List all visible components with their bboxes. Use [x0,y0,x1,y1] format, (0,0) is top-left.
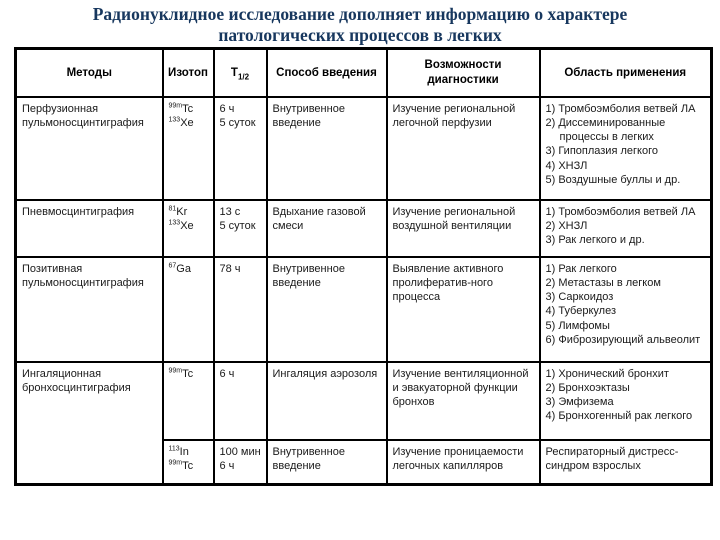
col-header-methods: Методы [16,49,163,97]
application-item: 2) Диссеминированные процессы в легких [545,116,666,144]
application-item: 1) Тромбоэмболия ветвей ЛА [545,205,696,218]
cell-method: Перфузионная пульмоносцинтиграфия [16,97,163,200]
cell-administration: Вдыхание газовой смеси [267,200,387,257]
half-life-item: 78 ч [219,262,241,275]
half-life-symbol: T [230,66,238,79]
cell-administration: Внутривенное введение [267,257,387,362]
application-item: 3) Саркоидоз [545,291,614,304]
page-title [0,4,720,46]
application-item: 3) Эмфизема [545,396,614,409]
cell-isotope [163,257,214,362]
half-life-item: 100 мин [219,445,261,458]
half-life-item: 6 ч [219,367,235,380]
half-life-subscript: 1/2 [237,71,250,81]
title-line-2: патологических процессов в легких [218,25,502,45]
isotope-item: $^{99m}$Tc [168,101,194,115]
cell-isotope [163,200,214,257]
cell-isotope [163,362,214,440]
cell-method: Позитивная пульмоносцинтиграфия [16,257,163,362]
cell-administration: Внутривенное введение [267,440,387,485]
cell-half-life [214,440,267,485]
title-line-1: Радионуклидное исследование дополняет информацию о характере [92,4,628,24]
cell-diagnostics: Изучение проницаемости легочных капилляров [387,440,540,485]
isotope-item: $^{133}$Xe [168,219,194,232]
half-life-item: 5 суток [219,219,256,232]
application-item: 2) ХНЗЛ [545,219,588,232]
cell-applications [540,362,712,440]
cell-applications [540,440,712,485]
application-item: 3) Рак легкого и др. [545,234,645,247]
cell-administration: Внутривенное введение [267,97,387,200]
half-life-item: 5 суток [219,116,256,129]
cell-method: Пневмосцинтиграфия [16,200,163,257]
half-life-item: 6 ч [219,459,235,472]
radionuclide-table [14,47,713,486]
application-item: 1) Хронический бронхит [545,367,669,380]
half-life-item: 13 с [219,205,241,218]
header-row [16,49,712,97]
cell-half-life [214,362,267,440]
application-item: 5) Лимфомы [545,319,610,332]
application-item: 4) Бронхогенный рак легкого [545,410,693,423]
isotope-item: $^{113}$In [168,444,189,458]
isotope-item: $^{99m}$Tc [168,366,194,380]
cell-method: Ингаляционная бронхосцинтиграфия [16,362,163,485]
col-header-half-life [214,49,267,97]
col-header-diagnostics: Возможности диагностики [387,49,540,97]
cell-isotope [163,440,214,485]
cell-half-life [214,257,267,362]
cell-diagnostics: Изучение региональной воздушной вентиляции [387,200,540,257]
table-row [16,97,712,200]
cell-applications [540,257,712,362]
col-header-isotope: Изотоп [163,49,214,97]
col-header-administration: Способ введения [267,49,387,97]
cell-applications [540,200,712,257]
table-row [16,362,712,440]
cell-diagnostics: Изучение региональной легочной перфузии [387,97,540,200]
cell-administration: Ингаляция аэрозоля [267,362,387,440]
application-item: 4) ХНЗЛ [545,159,588,172]
cell-isotope [163,97,214,200]
cell-half-life [214,200,267,257]
application-item: 4) Туберкулез [545,305,617,318]
table-row [16,257,712,362]
isotope-item: $^{133}$Xe [168,116,194,129]
application-item: 2) Метастазы в легком [545,276,661,289]
isotope-item: $^{81}$Kr [168,204,188,218]
cell-diagnostics: Изучение вентиляционной и эвакуаторной функции бронхов [387,362,540,440]
cell-half-life [214,97,267,200]
isotope-item: $^{67}$Ga [168,261,191,275]
application-item: Респираторный дистресс-синдром взрослых [545,445,679,472]
application-item: 1) Рак легкого [545,262,617,275]
application-item: 1) Тромбоэмболия ветвей ЛА [545,102,696,115]
application-item: 6) Фиброзирующий альвеолит [545,333,701,346]
application-item: 3) Гипоплазия легкого [545,145,658,158]
cell-diagnostics: Выявление активного пролифератив-ного процесса [387,257,540,362]
table-row [16,200,712,257]
col-header-application: Область применения [540,49,712,97]
application-item: 2) Бронхоэктазы [545,381,630,394]
half-life-item: 6 ч [219,102,235,115]
isotope-item: $^{99m}$Tc [168,459,194,472]
cell-applications [540,97,712,200]
application-item: 5) Воздушные буллы и др. [545,173,681,186]
